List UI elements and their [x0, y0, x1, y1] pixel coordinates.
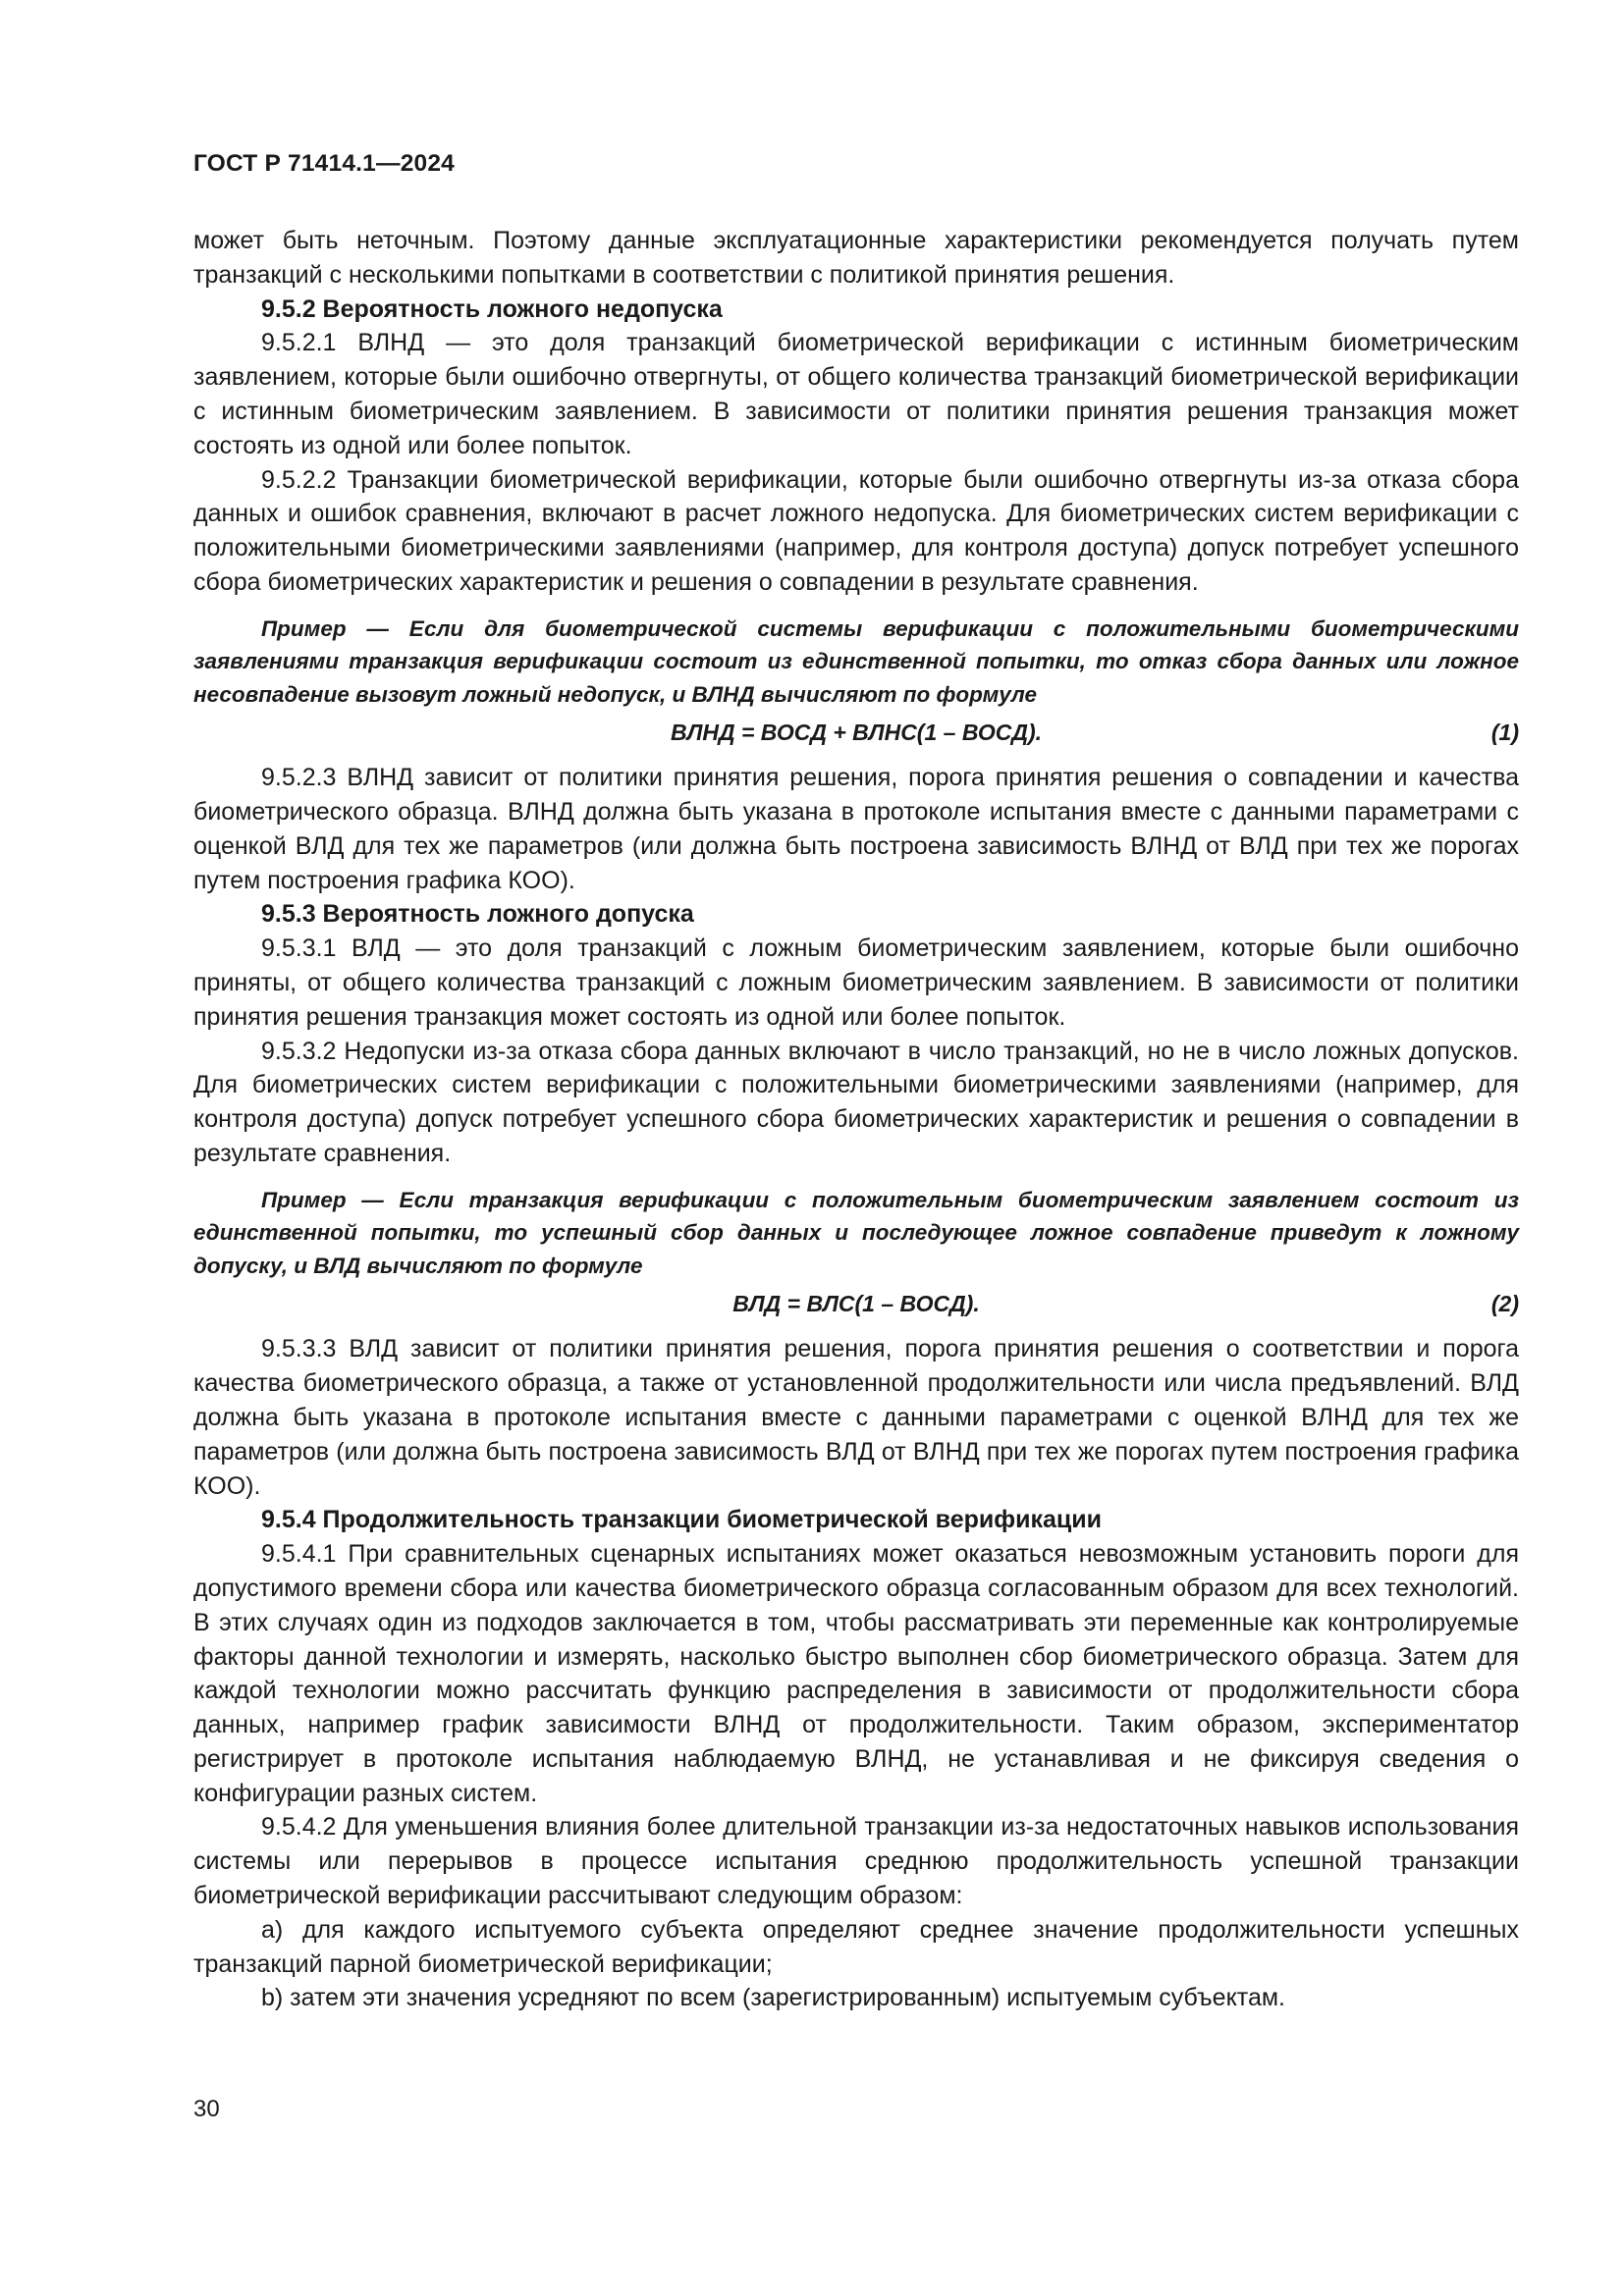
formula-2	[193, 1284, 1519, 1323]
paragraph-9-5-3-1: 9.5.3.1 ВЛД — это доля транзакций с ложным биометрическим заявлением, которые были ошибочно приняты, от общего количества транзакций с ложным биометрическим заявлением. В зависимости от политики принятия решения транзакция может состоять из одной или более попыток.	[193, 934, 1519, 1031]
paragraph-9-5-2-1: 9.5.2.1 ВЛНД — это доля транзакций биометрической верификации с истинным биометрическим заявлением, которые были ошибочно отвергнуты, от общего количества транзакций биометрической верификации с истинным биометрическим заявлением. В зависимости от политики принятия решения транзакция может состоять из одной или более попыток.	[193, 329, 1519, 459]
section-heading-9-5-3: 9.5.3 Вероятность ложного допуска	[261, 900, 694, 929]
formula-1	[193, 713, 1519, 752]
list-item-a: a) для каждого испытуемого субъекта определяют среднее значение продолжительности успешных транзакций парной биометрической верификации;	[193, 1915, 1519, 1978]
paragraph-9-5-2-2: 9.5.2.2 Транзакции биометрической верификации, которые были ошибочно отвергнуты из-за отказа сбора данных и ошибок сравнения, включают в расчет ложного недопуска. Для биометрических систем верификации с положительными биометрическими заявлениями (например, для контроля доступа) допуск потребует успешного сбора биометрических характеристик и решения о совпадении в результате сравнения.	[193, 465, 1519, 596]
paragraph-9-5-4-2: 9.5.4.2 Для уменьшения влияния более длительной транзакции из-за недостаточных навыков использования системы или перерывов в процессе испытания среднюю продолжительность успешной транзакции биометрической верификации рассчитывают следующим образом:	[193, 1813, 1519, 1910]
page-number: 30	[193, 2096, 220, 2122]
paragraph-9-5-3-2: 9.5.3.2 Недопуски из-за отказа сбора данных включают в число транзакций, но не в число ложных допусков. Для биометрических систем верификации с положительными биометрическими заявлениями (например, для контроля доступа) допуск потребует успешного сбора биометрических характеристик и решения о совпадении в результате сравнения.	[193, 1037, 1519, 1168]
formula-1-number: (1)	[1490, 720, 1519, 746]
section-heading-9-5-4: 9.5.4 Продолжительность транзакции биометрической верификации	[261, 1506, 1103, 1534]
formula-2-expression: ВЛД = ВЛС(1 – ВОСД).	[732, 1291, 980, 1317]
example-2: Пример — Если транзакция верификации с положительным биометрическим заявлением состоит из единственной попытки, то успешный сбор данных и последующее ложное совпадение приведут к ложному допуску, и ВЛД вычисляют по формуле	[193, 1187, 1519, 1278]
formula-2-number: (2)	[1490, 1291, 1519, 1317]
paragraph-9-5-4-1: 9.5.4.1 При сравнительных сценарных испытаниях может оказаться невозможным установить пороги для допустимого времени сбора или качества биометрического образца согласованным образом для всех технологий. В этих случаях один из подходов заключается в том, чтобы рассматривать эти переменные как контролируемые факторы данной технологии и измерять, насколько быстро выполнен сбор биометрического образца. Затем для каждой технологии можно рассчитать функцию распределения в зависимости от продолжительности сбора данных, например график зависимости ВЛНД от продолжительности. Таким образом, экспериментатор регистрирует в протоколе испытания наблюдаемую ВЛНД, не устанавливая и не фиксируя сведения о конфигурации разных систем.	[193, 1540, 1519, 1807]
list-item-b: b) затем эти значения усредняют по всем (зарегистрированным) испытуемым субъектам.	[261, 1984, 1285, 2012]
formula-1-expression: ВЛНД = ВОСД + ВЛНС(1 – ВОСД).	[670, 720, 1043, 746]
document-body	[193, 224, 1519, 2015]
paragraph-9-5-3-3: 9.5.3.3 ВЛД зависит от политики принятия решения, порога принятия решения о соответствии и порога качества биометрического образца, а также от установленной продолжительности или числа предъявлений. ВЛД должна быть указана в протоколе испытания вместе с данными параметрами с оценкой ВЛНД для тех же параметров (или должна быть построена зависимость ВЛД от ВЛНД при тех же порогах путем построения графика КОО).	[193, 1335, 1519, 1500]
example-1: Пример — Если для биометрической системы верификации с положительными биометрическими заявлениями транзакция верификации состоит из единственной попытки, то отказ сбора данных или ложное несовпадение вызовут ложный недопуск, и ВЛНД вычисляют по формуле	[193, 615, 1519, 707]
paragraph-continuation: может быть неточным. Поэтому данные эксплуатационные характеристики рекомендуется получать путем транзакций с несколькими попытками в соответствии с политикой принятия решения.	[193, 227, 1519, 289]
paragraph-9-5-2-3: 9.5.2.3 ВЛНД зависит от политики принятия решения, порога принятия решения о совпадении и качества биометрического образца. ВЛНД должна быть указана в протоколе испытания вместе с данными параметрами с оценкой ВЛД для тех же параметров (или должна быть построена зависимость ВЛНД от ВЛД при тех же порогах путем построения графика КОО).	[193, 764, 1519, 894]
document-header: ГОСТ Р 71414.1—2024	[193, 150, 455, 177]
section-heading-9-5-2: 9.5.2 Вероятность ложного недопуска	[261, 294, 723, 323]
